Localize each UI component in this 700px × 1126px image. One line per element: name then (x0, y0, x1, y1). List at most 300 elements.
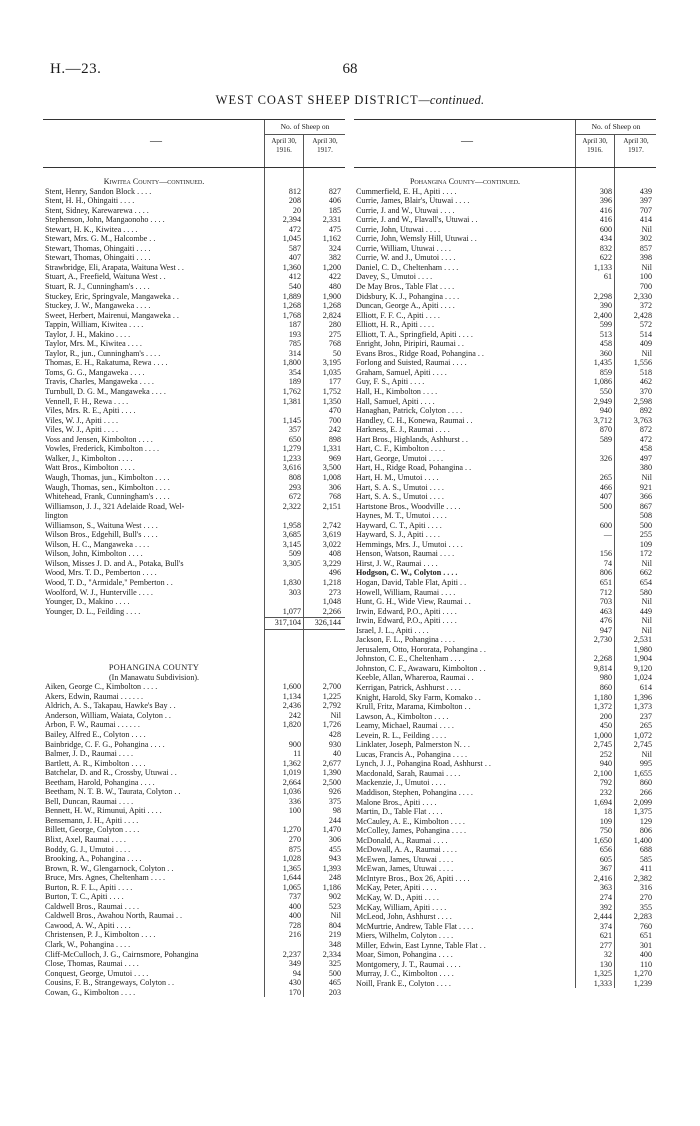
table-row (43, 902, 345, 912)
holder-name: Batchelar, D. and R., Crossby, Utuwai . . (45, 768, 177, 778)
sheep-count-1917: 969 (328, 453, 341, 463)
section-heading (43, 177, 345, 187)
sheep-count-1917: 2,266 (322, 606, 341, 616)
sheep-count-1916: 1,333 (593, 978, 612, 988)
sheep-count-1916: 1,180 (593, 692, 612, 702)
sheep-count-1917: 872 (639, 425, 652, 435)
holder-name: Martin, D., Table Flat . . . . (356, 807, 443, 817)
table-row (354, 578, 656, 588)
holder-name: Murray, J. C., Kimbolton . . . . (356, 969, 454, 979)
sheep-count-1916: 400 (288, 901, 301, 911)
holder-name: Jerusalem, Otto, Hororata, Pohangina . . (356, 644, 486, 654)
table-row (43, 502, 345, 512)
table-row (43, 959, 345, 969)
sheep-count-1916: 1,958 (282, 520, 301, 530)
sheep-count-1917: 248 (328, 873, 341, 883)
holder-name: Hart, George, Umutoi . . . . (356, 453, 444, 463)
sheep-count-1916: 61 (603, 272, 612, 282)
sheep-count-1916: 621 (599, 931, 612, 941)
table-row (43, 597, 345, 607)
sheep-count-1917: 860 (639, 778, 652, 788)
table-row (43, 806, 345, 816)
table-row (354, 702, 656, 712)
holder-name: Hart, C. F., Kimbolton . . . . (356, 444, 446, 454)
sheep-count-1916: 208 (288, 196, 301, 206)
holder-name: McEwan, James, Utuwai . . . . (356, 864, 454, 874)
section-title: POHANGINA COUNTY (108, 663, 200, 673)
holder-name: Younger, D., Makino . . . . (45, 597, 130, 607)
table-row (354, 530, 656, 540)
sheep-count-1916: 3,616 (282, 463, 301, 473)
holder-name: Cummerfield, E. H., Apiti . . . . (356, 186, 457, 196)
holder-name: Woolford, W. J., Hunterville . . . . (45, 587, 153, 597)
holder-name: Beetham, Harold, Pohangina . . . . (45, 777, 155, 787)
table-row (43, 588, 345, 598)
holder-name: Stewart, H. K., Kiwitea . . . . (45, 224, 138, 234)
holder-name: Mackenzie, J., Umutoi . . . . (356, 778, 446, 788)
holder-name: Clark, W., Pohangina . . . . (45, 940, 131, 950)
sheep-count-1916: — (603, 530, 612, 540)
holder-name: Williamson, S., Waituna West . . . . (45, 520, 158, 530)
sheep-count-1917: 455 (328, 844, 341, 854)
sheep-count-1916: 270 (288, 835, 301, 844)
sheep-count-1916: 940 (599, 406, 612, 416)
table-row (354, 387, 656, 397)
sheep-count-1917: 409 (639, 339, 652, 349)
holder-name: Henson, Watson, Raumai . . . . (356, 549, 455, 559)
sheep-count-1917: 523 (328, 901, 341, 911)
table-row (354, 416, 656, 426)
sheep-count-1917: 449 (639, 606, 652, 616)
sheep-count-1917: 1,268 (322, 301, 341, 311)
sheep-count-1917: 500 (328, 968, 341, 978)
holder-name: Krull, Fritz, Marama, Kimbolton . . (356, 702, 471, 712)
table-row (354, 358, 656, 368)
holder-name: Currie, W. and J., Umutoi . . . . (356, 253, 456, 263)
holder-name: Currie, J. and W., Flavall's, Utuwai . . (356, 215, 478, 225)
sheep-count-1917: 316 (639, 883, 652, 893)
holder-name: Anderson, William, Waiata, Colyton . . (45, 710, 171, 720)
sheep-count-1917: 926 (328, 787, 341, 797)
sheep-count-1917: 462 (639, 377, 652, 387)
table-row (354, 206, 656, 216)
table-row (354, 788, 656, 798)
sheep-count-1917: 324 (328, 243, 341, 253)
table-row (354, 454, 656, 464)
table-row (43, 797, 345, 807)
holder-name: Taylor, J. H., Makino . . . . (45, 329, 131, 339)
sheep-count-1917: 688 (639, 845, 652, 855)
holder-name: Billett, George, Colyton . . . . (45, 825, 140, 835)
sheep-count-1916: 374 (599, 921, 612, 931)
table-row (354, 597, 656, 607)
holder-name: Stuart, R. J., Cunningham's . . . . (45, 282, 150, 292)
sheep-count-1916: 2,664 (282, 777, 301, 787)
sheep-count-1917: 827 (328, 186, 341, 196)
sheep-count-1917: 892 (639, 406, 652, 416)
table-row (43, 568, 345, 578)
table-row (354, 349, 656, 359)
table-row (354, 845, 656, 855)
sheep-count-1917: 707 (639, 205, 652, 215)
table-row (354, 311, 656, 321)
sheep-count-1916: 1,762 (282, 387, 301, 397)
sheep-count-1916: 672 (288, 492, 301, 502)
table-row (354, 759, 656, 769)
sheep-count-1917: 921 (639, 482, 652, 492)
holder-name: Irwin, Edward, P.O., Apiti . . . . (356, 616, 457, 626)
sheep-count-1916: 2,322 (282, 501, 301, 511)
holder-name: Voss and Jensen, Kimbolton . . . . (45, 434, 153, 444)
table-row (354, 654, 656, 664)
holder-name: Hall, Samuel, Apiti . . . . (356, 396, 435, 406)
sheep-count-1916: 476 (599, 616, 612, 626)
holder-name: Wilson, H. C., Mangaweka . . . . (45, 539, 150, 549)
holder-name: Toms, G. G., Mangaweka . . . . (45, 367, 145, 377)
sheep-count-1916: 463 (599, 606, 612, 616)
sheep-count-1916: 357 (288, 425, 301, 435)
sheep-count-1916: 3,685 (282, 530, 301, 540)
sheep-count-1917: 472 (639, 434, 652, 444)
sheep-count-1917: 50 (332, 348, 341, 358)
sheep-count-1917: 270 (639, 893, 652, 903)
sheep-count-1917: 237 (639, 711, 652, 721)
sheep-count-1917: 2,428 (633, 310, 652, 320)
sheep-count-1917: 1,904 (633, 654, 652, 664)
table-row (43, 768, 345, 778)
sheep-count-1917: 1,726 (322, 720, 341, 730)
sheep-count-1917: 1,393 (322, 863, 341, 873)
holder-name: Noill, Frank E., Colyton . . . . (356, 978, 451, 988)
column-divider (264, 168, 265, 997)
sheep-count-1917: 408 (328, 549, 341, 559)
sheep-count-1916: 277 (599, 940, 612, 950)
sheep-count-1917: 470 (328, 406, 341, 416)
sheep-count-1917: 219 (328, 930, 341, 940)
table-row (354, 607, 656, 617)
spacer (43, 630, 345, 663)
table-row (43, 444, 345, 454)
table-row (43, 282, 345, 292)
sheep-count-1916: 466 (599, 482, 612, 492)
sheep-count-1917: 439 (639, 186, 652, 196)
sheep-count-1917: 768 (328, 492, 341, 502)
table-row (43, 950, 345, 960)
holder-name: Hart, H. M., Umutoi . . . . (356, 472, 439, 482)
sheep-count-1916: 216 (288, 930, 301, 940)
header-divider (264, 120, 265, 167)
table-row (354, 855, 656, 865)
sheep-count-1917: 2,283 (633, 912, 652, 922)
table-row (43, 206, 345, 216)
sheep-count-1917: 2,382 (633, 873, 652, 883)
holder-name: Hayward, S. J., Apiti . . . . (356, 530, 440, 540)
sheep-count-1916: 2,436 (282, 701, 301, 711)
table-row (354, 244, 656, 254)
sheep-count-1917: 1,900 (322, 291, 341, 301)
sheep-count-1916: 587 (288, 243, 301, 253)
table-row (354, 626, 656, 636)
table-row (354, 778, 656, 788)
holder-name: Stuckey, Eric, Springvale, Mangaweka . . (45, 291, 179, 301)
sheep-count-1917: 3,022 (322, 539, 341, 549)
sheep-count-1916: 412 (288, 272, 301, 282)
sheep-count-1916: 940 (599, 759, 612, 769)
sheep-count-1917: 40 (332, 749, 341, 759)
table-row (43, 320, 345, 330)
holder-name: McEwen, James, Utuwai . . . . (356, 854, 454, 864)
section-title: Kiwitea County—continued. (103, 177, 205, 186)
sheep-count-1917: 1,980 (633, 644, 652, 654)
sheep-count-1917: 3,500 (322, 463, 341, 473)
table-row (354, 406, 656, 416)
holder-name: Graham, Samuel, Apiti . . . . (356, 367, 447, 377)
sheep-count-1917: 2,331 (322, 215, 341, 225)
sheep-count-1917: 1,200 (322, 262, 341, 272)
sheep-count-1917: 1,239 (633, 978, 652, 988)
holder-name: Bruce, Mrs. Agnes, Cheltenham . . . . (45, 873, 166, 883)
holder-name: Stent, H. H., Ohingaiti . . . . (45, 196, 135, 206)
sheep-count-1917: Nil (641, 224, 652, 234)
holder-name: Handley, C. H., Konewa, Raumai . . (356, 415, 473, 425)
table-row (354, 712, 656, 722)
holder-name: Hunt, G. H., Wide View, Raumai . . (356, 597, 471, 607)
sheep-count-1917: 768 (328, 339, 341, 349)
holder-name: Keeble, Allan, Whareroa, Raumai . . (356, 673, 474, 683)
section-heading (43, 673, 345, 683)
sheep-count-1916: 870 (599, 425, 612, 435)
sheep-count-1917: 98 (332, 806, 341, 816)
table-row (43, 845, 345, 855)
holder-name: Wilson, John, Kimbolton . . . . (45, 549, 143, 559)
table-row (354, 282, 656, 292)
holder-name: Arbon, F. W., Raumai . . . . . . (45, 720, 140, 730)
sheep-count-1917: 1,556 (633, 358, 652, 368)
sheep-count-1916: 232 (599, 788, 612, 797)
holder-name: Stewart, Mrs. G. M., Halcombe . . (45, 234, 156, 244)
table-row (43, 892, 345, 902)
sheep-count-1916: 1,768 (282, 310, 301, 320)
sheep-count-1917: 2,700 (322, 682, 341, 692)
holder-name: Bainbridge, C. F. G., Pohangina . . . . (45, 739, 165, 749)
table-row (43, 816, 345, 826)
holder-name: Akers, Edwin, Raumai . . . . . . (45, 691, 144, 701)
table-row (43, 406, 345, 416)
table-row (43, 730, 345, 740)
sheep-count-1917: 1,752 (322, 387, 341, 397)
sheep-count-1917: 930 (328, 739, 341, 749)
table-row (354, 215, 656, 225)
table-row (354, 683, 656, 693)
holder-name: De May Bros., Table Flat . . . . (356, 282, 455, 292)
column-divider (575, 168, 576, 988)
table-row (354, 483, 656, 493)
right-table-header (354, 119, 656, 168)
table-row (354, 320, 656, 330)
sheep-count-1916: 806 (599, 568, 612, 578)
table-row (354, 444, 656, 454)
holder-name: Johnston, C. E., Cheltenham . . . . (356, 654, 465, 664)
holder-name: Cousins, F. B., Strangeways, Colyton . . (45, 978, 175, 988)
sheep-count-1917: Nil (641, 262, 652, 272)
sheep-count-1917: 406 (328, 196, 341, 206)
sheep-count-1916: 434 (599, 234, 612, 244)
table-row (354, 253, 656, 263)
holder-name: Turnbull, D. G. M., Mangaweka . . . . (45, 387, 166, 397)
sheep-count-1917: 1,396 (633, 692, 652, 702)
sheep-count-1917: Nil (641, 749, 652, 759)
table-row (43, 988, 345, 998)
page-title (0, 93, 700, 108)
table-row (43, 358, 345, 368)
sheep-count-1916: 400 (288, 911, 301, 921)
sheep-count-1917: 348 (328, 940, 341, 950)
holder-name: Currie, William, Utuwai . . . . (356, 243, 451, 253)
sheep-count-1917: 465 (328, 978, 341, 988)
table-row (354, 693, 656, 703)
sheep-count-1917: 302 (639, 234, 652, 244)
sheep-count-1916: 600 (599, 520, 612, 530)
holder-name: Close, Thomas, Raumai . . . . (45, 959, 139, 969)
sheep-count-1916: 832 (599, 243, 612, 253)
sheep-count-1916: 737 (288, 892, 301, 902)
sheep-count-1916: 1,325 (593, 969, 612, 979)
holder-name: Stephenson, John, Mangaonoho . . . . (45, 215, 165, 225)
table-row (43, 559, 345, 569)
sheep-count-1916: 94 (292, 968, 301, 978)
sheep-count-1916: 2,394 (282, 215, 301, 225)
table-row (354, 864, 656, 874)
sheep-count-1916: 900 (288, 739, 301, 749)
section-heading (354, 177, 656, 187)
table-row (354, 540, 656, 550)
section-title: (In Manawatu Subdivision). (109, 672, 199, 682)
table-row (43, 454, 345, 464)
table-row (354, 950, 656, 960)
sheep-count-1916: 314 (288, 348, 301, 358)
sheep-count-1916: 1,045 (282, 234, 301, 244)
holder-name: Hanaghan, Patrick, Colyton . . . . (356, 406, 463, 416)
holder-name: Johnston, C. F., Awawaru, Kimbolton . . (356, 663, 486, 673)
holder-name: Levein, R. L., Feilding . . . . (356, 730, 447, 740)
table-row (354, 502, 656, 512)
holder-name: Malone Bros., Apiti . . . . (356, 797, 437, 807)
sheep-count-1917: 760 (639, 921, 652, 931)
holder-name: McKay, Peter, Apiti . . . . (356, 883, 437, 893)
sheep-count-1917: 306 (328, 482, 341, 492)
sheep-count-1917: 700 (328, 415, 341, 425)
holder-name: Wilson Bros., Edgehill, Bull's . . . . (45, 530, 158, 540)
holder-name: Irwin, Edward, P.O., Apiti . . . . (356, 606, 457, 616)
holder-name: Taylor, R., jun., Cunningham's . . . . (45, 348, 161, 358)
sheep-count-1916: 392 (599, 902, 612, 912)
header-divider (575, 120, 576, 167)
sheep-count-1917: 100 (639, 272, 652, 282)
holder-name: Burton, T. C., Apiti . . . . (45, 892, 124, 902)
sheep-count-1917: 1,373 (633, 702, 652, 712)
sheep-count-1916: 808 (288, 472, 301, 482)
sheep-count-1916: 500 (599, 501, 612, 511)
sheep-count-1916: 2,745 (593, 740, 612, 750)
table-row (43, 473, 345, 483)
sheep-count-1917: Nil (641, 616, 652, 626)
table-row (43, 682, 345, 692)
sheep-count-1916: 416 (599, 215, 612, 225)
holder-name: Burton, R. F. L., Apiti . . . . (45, 882, 133, 892)
sheep-count-1916: 2,416 (593, 873, 612, 883)
holder-name: Hemmings, Mrs. J., Umutoi . . . . (356, 539, 463, 549)
holder-name: Stewart, Thomas, Ohingaiti . . . . (45, 243, 151, 253)
sheep-count-1917: 514 (639, 329, 652, 339)
sheep-count-1916: 458 (599, 339, 612, 349)
table-row (354, 664, 656, 674)
sheep-count-1916: 540 (288, 282, 301, 292)
holder-name: Bailey, Alfred E., Colyton . . . . (45, 729, 146, 739)
holder-name: Brooking, A., Pohangina . . . . (45, 854, 142, 864)
sheep-count-1916: 1,028 (282, 854, 301, 864)
holder-name: McIntyre Bros., Box 26, Apiti . . . . (356, 873, 470, 883)
table-row (43, 253, 345, 263)
table-row (43, 921, 345, 931)
sheep-count-1916: 1,233 (282, 453, 301, 463)
sheep-count-1916: 1,036 (282, 787, 301, 797)
sheep-count-1917: 662 (639, 568, 652, 578)
sheep-count-1917: 1,162 (322, 234, 341, 244)
holder-name: Montgomery, J. T., Raumai . . . . (356, 959, 461, 969)
table-row (43, 883, 345, 893)
holder-name: Knight, Harold, Sky Farm, Komako . . (356, 692, 481, 702)
sheep-count-1917: 2,099 (633, 797, 652, 807)
sheep-count-1917: Nil (330, 710, 341, 720)
sheep-count-1917: 458 (639, 444, 652, 454)
sheep-count-1916: 1,000 (593, 730, 612, 740)
sheep-count-1916: 416 (599, 205, 612, 215)
sheep-count-1916: 812 (288, 186, 301, 196)
holder-name: Duncan, George A., Apiti . . . . (356, 301, 455, 311)
table-row (354, 893, 656, 903)
sheep-count-1916: 74 (603, 558, 612, 568)
sheep-count-1917: 2,742 (322, 520, 341, 530)
sheep-count-1916: 2,949 (593, 396, 612, 406)
sheep-count-1917: 902 (328, 892, 341, 902)
table-row (354, 912, 656, 922)
holder-name: McLeod, John, Ashhurst . . . . (356, 912, 452, 922)
table-row (354, 187, 656, 197)
holder-name: Hart, S. A. S., Umutoi . . . . (356, 482, 444, 492)
sheep-count-group-header: No. of Sheep on (591, 122, 641, 131)
sheep-count-1917: Nil (641, 472, 652, 482)
sheep-count-1916: 407 (288, 253, 301, 263)
sheep-count-1916: 750 (599, 826, 612, 836)
holder-name: Viles, Mrs. R. E., Apiti . . . . (45, 406, 136, 416)
sheep-count-1916: 326 (599, 453, 612, 463)
sheep-count-1917: 497 (639, 453, 652, 463)
sheep-count-1916: 242 (288, 710, 301, 720)
sheep-count-1917: Nil (641, 348, 652, 358)
table-row (43, 969, 345, 979)
table-row (43, 911, 345, 921)
holder-name: Elliott, F. F. C., Apiti . . . . (356, 310, 440, 320)
sheep-count-1916: 1,694 (593, 797, 612, 807)
holder-name: Miers, Wilhelm, Colyton . . . . (356, 931, 454, 941)
sheep-count-1917: 1,186 (322, 882, 341, 892)
holder-name: Enright, John, Piripiri, Raumai . . (356, 339, 464, 349)
sheep-count-1916: 785 (288, 339, 301, 349)
table-row (354, 922, 656, 932)
sheep-count-1916: 349 (288, 959, 301, 969)
sheep-count-1917: 500 (639, 520, 652, 530)
sheep-count-1917: 398 (639, 253, 652, 263)
